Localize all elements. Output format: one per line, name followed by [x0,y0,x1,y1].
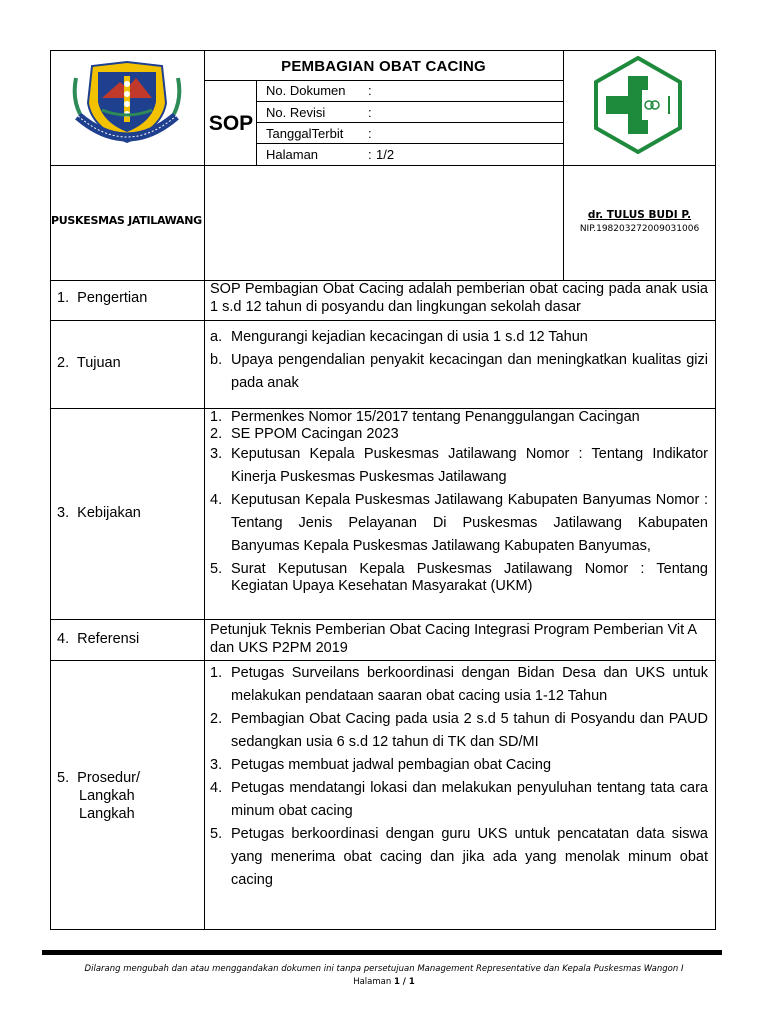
field-sep: : [368,147,372,162]
list-item-text: SE PPOM Cacingan 2023 [231,426,399,442]
divider [256,122,563,123]
list-item-text: Pembagian Obat Cacing pada usia 2 s.d 5 tahun di Posyandu dan PAUD sedangkan usia 6 s.d 12 tahun di TK dan SD/MI [231,711,708,750]
field-label: Halaman [266,147,319,162]
pengertian-text: SOP Pembagian Obat Cacing adalah pemberian obat cacing pada anak usia 1 s.d 12 tahun di posyandu dan lingkungan sekolah dasar [210,281,708,315]
list-item [210,754,708,777]
list-item [210,443,708,489]
list-item [210,326,708,349]
section-label-pengertian: 1. Pengertian [57,290,148,306]
list-item [210,777,708,823]
list-item-number: 1. [210,409,223,425]
list-item-number: 3. [210,757,223,773]
divider [50,660,716,661]
document-title: PEMBAGIAN OBAT CACING [281,58,486,75]
list-item-text: Petugas membuat jadwal pembagian obat Cacing [231,757,552,773]
list-item-number: 1. [210,665,223,681]
divider [50,320,716,321]
puskesmas-name: PUSKESMAS JATILAWANG [51,214,202,227]
list-item-text: Keputusan Kepala Puskesmas Jatilawang Nomor : Tentang Indikator Kinerja Puskesmas Puskesmas Jatilawang [231,446,708,485]
list-item-number: b. [210,352,223,368]
divider [50,619,716,620]
list-item-number: a. [210,329,223,345]
list-item-text: Upaya pengendalian penyakit kecacingan dan meningkatkan kualitas gizi pada anak [231,352,708,391]
divider [256,101,563,102]
list-item [210,561,708,595]
banyumas-seal-logo [72,58,182,146]
list-item-text: Mengurangi kejadian kecacingan di usia 1 s.d 12 Tahun [231,329,588,345]
tujuan-list [210,326,708,395]
field-no-dokumen [266,83,561,98]
section-label-prosedur [57,769,140,823]
divider [204,280,205,930]
signatory-nip: NIP.198203272009031006 [579,224,700,234]
prosedur-list [210,662,708,892]
footer-notice: Dilarang mengubah dan atau menggandakan dokumen ini tanpa persetujuan Management Representative dan Kepala Puskesmas Wangon I [84,964,684,974]
list-item [210,489,708,558]
list-item-number: 3. [210,446,223,462]
prosedur-label-line: 5. Prosedur/ [57,770,141,786]
kebijakan-list [210,409,708,595]
field-label: No. Dokumen [266,83,346,98]
field-sep: : [368,83,372,98]
list-item [210,662,708,708]
field-label: No. Revisi [266,105,326,120]
field-label: TanggalTerbit [266,126,344,141]
list-item [210,708,708,754]
list-item-text: Permenkes Nomor 15/2017 tentang Penanggulangan Cacingan [231,409,640,425]
divider [256,143,563,144]
field-tanggal-terbit [266,126,561,141]
list-item [210,409,708,426]
divider [50,165,716,166]
section-label-referensi: 4. Referensi [57,631,140,647]
field-sep: : [368,105,372,120]
divider [204,80,563,81]
list-item [210,823,708,892]
list-item-text: Surat Keputusan Kepala Puskesmas Jatilawang Nomor : Tentang Kegiatan Upaya Kesehatan Masyarakat (UKM) [231,561,708,594]
prosedur-label-line: Langkah [79,788,135,804]
signatory-name: dr. TULUS BUDI P. [587,209,692,221]
footer-page-value: 1 / 1 [393,977,415,987]
field-value: 1/2 [376,147,395,162]
prosedur-label-line: Langkah [79,806,135,822]
list-item [210,349,708,395]
list-item-number: 4. [210,780,223,796]
list-item-number: 5. [210,561,223,577]
list-item-number: 2. [210,426,223,442]
section-label-kebijakan: 3. Kebijakan [57,505,141,521]
section-label-tujuan: 2. Tujuan [57,355,121,371]
sop-label: SOP [208,112,254,135]
list-item-text: Petugas mendatangi lokasi dan melakukan penyuluhan tentang tata cara minum obat cacing [231,780,708,819]
list-item-number: 5. [210,826,223,842]
footer-page [0,977,768,987]
field-no-revisi [266,105,561,120]
puskesmas-logo [588,54,688,154]
list-item-text: Petugas Surveilans berkoordinasi dengan Bidan Desa dan UKS untuk melakukan pendataan saaran obat cacing usia 1-12 Tahun [231,665,708,704]
field-halaman [266,147,561,162]
footer-page-prefix: Halaman [353,977,394,987]
list-item [210,426,708,443]
list-item-text: Keputusan Kepala Puskesmas Jatilawang Kabupaten Banyumas Nomor : Tentang Jenis Pelayanan Di Puskesmas Jatilawang Kabupaten Banyumas Kepala Puskesmas Jatilawang Kabupaten Banyumas, [231,492,708,554]
list-item-number: 2. [210,711,223,727]
list-item-text: Petugas berkoordinasi dengan guru UKS untuk pencatatan data siswa yang menerima obat cacing dan jika ada yang menolak minum obat cacing [231,826,708,888]
list-item-number: 4. [210,492,223,508]
field-sep: : [368,126,372,141]
footer-rule [42,950,722,955]
referensi-text: Petunjuk Teknis Pemberian Obat Cacing Integrasi Program Pemberian Vit A dan UKS P2PM 2019 [210,622,697,656]
